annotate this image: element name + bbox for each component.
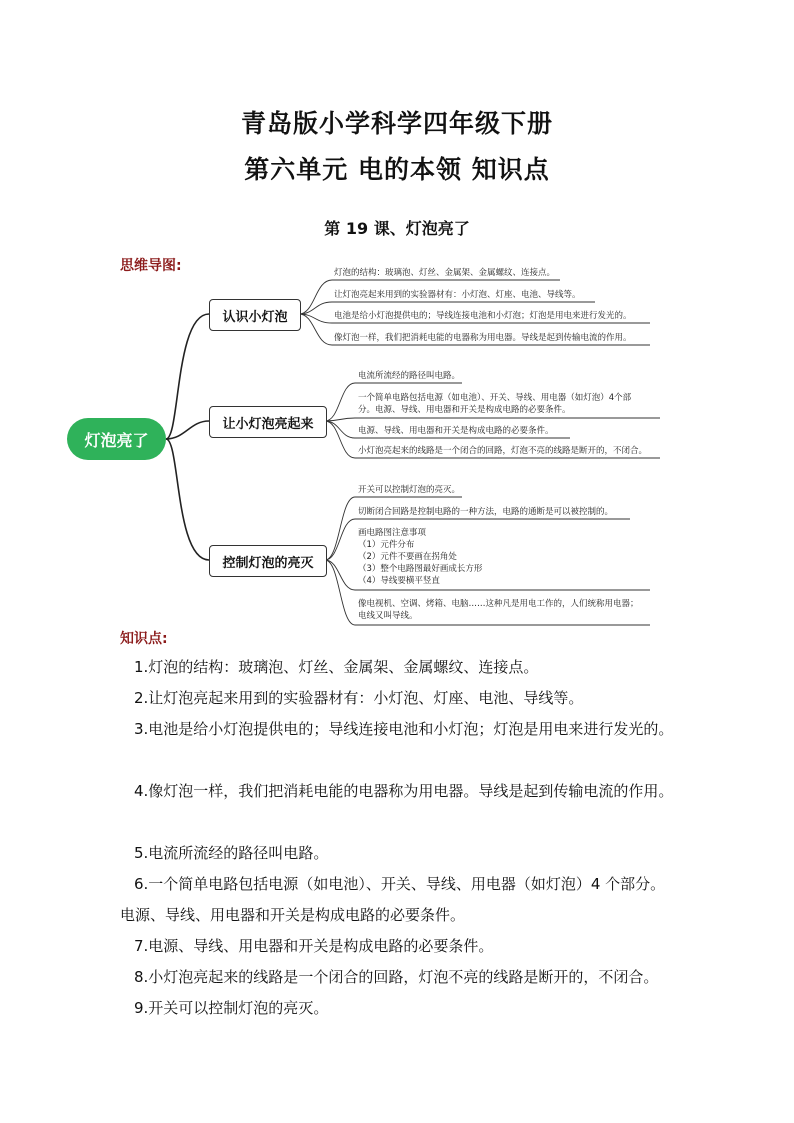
knowledge-item: 7.电源、导线、用电器和开关是构成电路的必要条件。 <box>134 937 494 955</box>
mindmap-leaf: 电池是给小灯泡提供电的；导线连接电池和小灯泡；灯泡是用电来进行发光的。 <box>334 311 632 321</box>
knowledge-item: 5.电流所流经的路径叫电路。 <box>134 844 329 862</box>
knowledge-item: 8.小灯泡亮起来的线路是一个闭合的回路，灯泡不亮的线路是断开的，不闭合。 <box>134 968 659 986</box>
mindmap-leaf: 电源、导线、用电器和开关是构成电路的必要条件。 <box>358 426 554 436</box>
mindmap-branch-1: 认识小灯泡 <box>209 299 301 331</box>
connector-root-b1 <box>166 314 209 439</box>
mindmap-leaf: 开关可以控制灯泡的亮灭。 <box>358 485 461 495</box>
mindmap-leaf: 灯泡的结构：玻璃泡、灯丝、金属架、金属螺纹、连接点。 <box>334 268 556 278</box>
mindmap-leaf: 像灯泡一样，我们把消耗电能的电器称为用电器。导线是起到传输电流的作用。 <box>334 333 632 343</box>
knowledge-item: 3.电池是给小灯泡提供电的；导线连接电池和小灯泡；灯泡是用电来进行发光的。 <box>134 720 674 738</box>
connector-root-b3 <box>166 439 209 560</box>
mindmap-leaf: 切断闭合回路是控制电路的一种方法，电路的通断是可以被控制的。 <box>358 507 614 517</box>
mindmap-leaf: 让灯泡亮起来用到的实验器材有：小灯泡、灯座、电池、导线等。 <box>334 290 581 300</box>
mindmap-branch-2: 让小灯泡亮起来 <box>209 406 327 438</box>
knowledge-item: 2.让灯泡亮起来用到的实验器材有：小灯泡、灯座、电池、导线等。 <box>134 689 584 707</box>
mindmap-leaf: 小灯泡亮起来的线路是一个闭合的回路，灯泡不亮的线路是断开的，不闭合。 <box>358 446 648 456</box>
mindmap-root-node: 灯泡亮了 <box>67 418 166 460</box>
mindmap-leaf: 画电路图注意事项 （1）元件分布 （2）元件不要画在拐角处 （3）整个电路图最好画成长方形 （4）导线要横平竖直 <box>358 528 483 586</box>
knowledge-item: 4.像灯泡一样，我们把消耗电能的电器称为用电器。导线是起到传输电流的作用。 <box>134 782 674 800</box>
mindmap-leaf: 像电视机、空调、烤箱、电脑……这种凡是用电工作的，人们统称用电器； 电线又叫导线。 <box>358 599 639 621</box>
document-title: 青岛版小学科学四年级下册 <box>240 109 553 138</box>
unit-title: 第六单元 电的本领 知识点 <box>244 155 550 184</box>
knowledge-section-label: 知识点: <box>120 631 168 647</box>
knowledge-item: 6.一个简单电路包括电源（如电池）、开关、导线、用电器（如灯泡）4 个部分。电源、导线、用电器和开关是构成电路的必要条件。 <box>120 875 666 924</box>
mindmap-leaf: 一个简单电路包括电源（如电池）、开关、导线、用电器（如灯泡）4个部 分。电源、导线、用电器和开关是构成电路的必要条件。 <box>358 393 632 415</box>
mindmap-branch-3: 控制灯泡的亮灭 <box>209 545 327 577</box>
knowledge-item: 1.灯泡的结构：玻璃泡、灯丝、金属架、金属螺纹、连接点。 <box>134 658 539 676</box>
mindmap-section-label: 思维导图: <box>120 258 182 274</box>
lesson-title: 第 19 课、灯泡亮了 <box>324 219 470 238</box>
knowledge-item: 9.开关可以控制灯泡的亮灭。 <box>134 999 329 1017</box>
mindmap-leaf: 电流所流经的路径叫电路。 <box>358 371 461 381</box>
